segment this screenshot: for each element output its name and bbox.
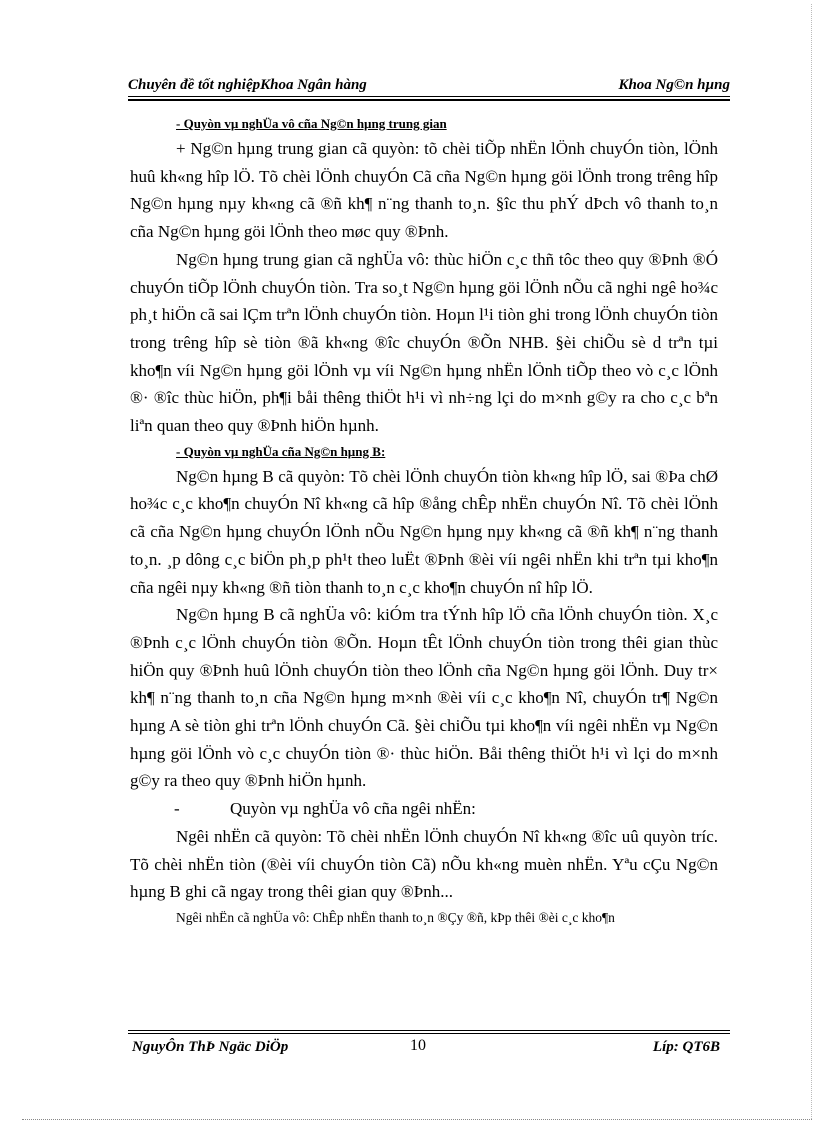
header-left-title: Chuyên đề tốt nghiệpKhoa Ngân hàng [128,77,367,93]
paragraph-bank-b-rights: Ng©n hµng B cã quyòn: Tõ chèi lÖnh chuyÓn tiòn kh«ng hîp lÖ, sai ®Þa chØ ho¾c c¸c kho¶n chuyÓn Nî kh«ng cã hîp ®ång chÊp nhËn chuyÓn Nî. Tõ chèi lÖnh cã cña Ng©n hµng chuyÓn lÖnh nÕu Ng©n hµng nµy kh«ng cã ®ñ kh¶ n¨ng thanh to¸n. ¸p dông c¸c biÖn ph¸p ph¹t theo luËt ®Þnh ®èi víi ngêi nhËn khi trªn tµi kho¶n cña ngêi nµy kh«ng ®ñ tiòn thanh to¸n c¸c kho¶n chuyÓn nî hîp lÖ. [130,466,718,597]
paragraph-bank-b-obligations: Ng©n hµng B cã nghÜa vô: kiÓm tra tÝnh hîp lÖ cña lÖnh chuyÓn tiòn. X¸c ®Þnh c¸c lÖnh chuyÓn tiòn ®Õn. Hoµn tÊt lÖnh chuyÓn tiòn trong thêi gian thùc hiÖn quy ®Þnh huû lÖnh chuyÓn tiòn theo lÖnh cña Ng©n hµng göi lÖnh. Duy tr× kh¶ n¨ng thanh to¸n cña Ng©n hµng m×nh ®èi víi c¸c kho¶n Nî, chuyÓn tr¶ Ng©n hµng A sè tiòn ghi trªn lÖnh chuyÓn Cã. §èi chiÕu tµi kho¶n víi ngêi nhËn vµ Ng©n hµng göi lÖnh vò c¸c chuyÓn tiòn ®· thùc hiÖn. Båi thêng thiÖt h¹i vì lçi do m×nh g©y ra theo quy ®Þnh hiÖn hµnh. [130,605,718,791]
page-number: 10 [410,1037,426,1054]
section-heading-recipient [130,795,718,823]
section-heading-bank-b: - Quyòn vµ nghÜa cña Ng©n hµng B: [176,443,386,459]
footer-class: Líp: QT6B [652,1039,720,1055]
page-bottom-border [22,1119,812,1120]
footer-rule [128,1033,730,1034]
header-rule [128,99,730,101]
footer-author: NguyÔn ThÞ Ngäc DiÖp [132,1039,289,1055]
paragraph-intermediary-rights: + Ng©n hµng trung gian cã quyòn: tõ chèi tiÕp nhËn lÖnh chuyÓn tiòn, lÖnh huû kh«ng hîp lÖ. Tõ chèi lÖnh chuyÓn Cã cña Ng©n hµng göi lÖnh trong trêng hîp Ng©n hµng nµy kh«ng cã ®ñ kh¶ n¨ng thanh to¸n. §îc thu phÝ dÞch vô thanh to¸n cña Ng©n hµng göi lÖnh theo møc quy ®Þnh. [130,139,718,242]
list-dash: - [174,799,180,819]
paragraph-intermediary-obligations: Ng©n hµng trung gian cã nghÜa vô: thùc hiÖn c¸c thñ tôc theo quy ®Þnh ®Ó chuyÓn tiÕp lÖnh chuyÓn tiòn. Tra so¸t Ng©n hµng göi lÖnh nÕu cã nghi ngê ho¾c ph¸t hiÖn cã sai lÇm trªn lÖnh chuyÓn tiòn. Hoµn l¹i tiòn ghi trong lÖnh chuyÓn tiòn trong trêng hîp sè tiòn ®ã kh«ng ®îc chuyÓn ®Õn NHB. §èi chiÕu sè d trªn tµi kho¶n víi Ng©n hµng göi lÖnh vµ víi Ng©n hµng nhËn lÖnh tiÕp theo vò c¸c lÖnh ®· ®îc thùc hiÖn, ph¶i båi thêng thiÖt h¹i vì nh÷ng lçi do m×nh g©y ra cho c¸c bªn liªn quan theo quy ®Þnh hiÖn hµnh. [130,249,718,436]
document-body [130,112,718,930]
section-heading-intermediary-bank: - Quyòn vµ nghÜa vô cña Ng©n hµng trung gian [176,116,447,131]
paragraph-recipient-rights: Ngêi nhËn cã quyòn: Tõ chèi nhËn lÖnh chuyÓn Nî kh«ng ®îc uû quyòn tríc. Tõ chèi nhËn tiòn (®èi víi chuyÓn tiòn Cã) nÕu kh«ng muèn nhËn. Yªu cÇu Ng©n hµng B ghi cã ngay trong thêi gian quy ®Þnh... [130,826,718,902]
recipient-heading-text: Quyòn vµ nghÜa vô cña ngêi nhËn: [230,799,476,819]
page-header [128,68,730,97]
header-right-title: Khoa Ng©n hµng [618,77,730,93]
paragraph-recipient-obligations: Ngêi nhËn cã nghÜa vô: ChÊp nhËn thanh to¸n ®Çy ®ñ, kÞp thêi ®èi c¸c kho¶n [176,909,615,925]
page-footer [128,1030,730,1061]
page-right-border [811,4,812,1119]
